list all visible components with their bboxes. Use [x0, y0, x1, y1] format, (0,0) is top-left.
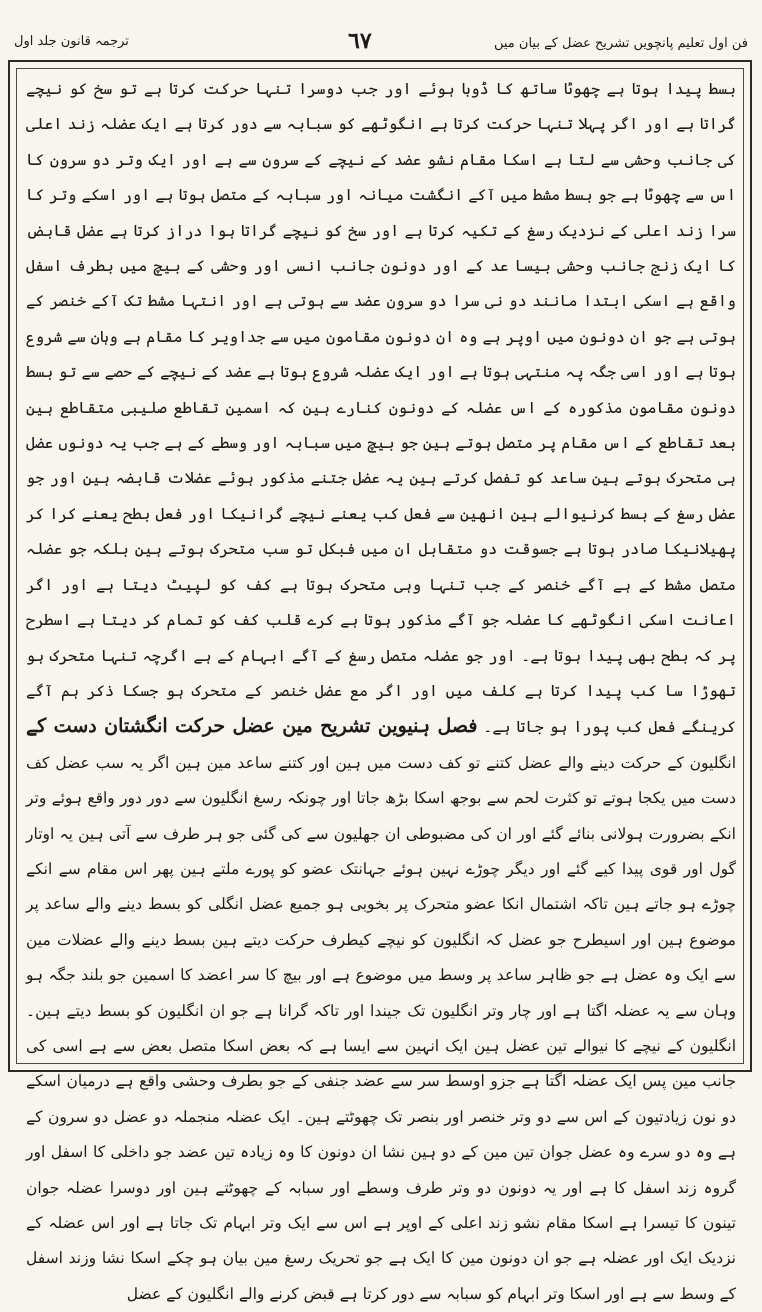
header-section-title: فن اول تعلیم پانچویں تشریح عضل کے بیان میں	[493, 36, 748, 51]
page-header	[0, 0, 762, 58]
paragraph-2-text: انگلیون کے حرکت دینے والے عضل کتنے تو کف دست میں ہین اور کتنے ساعد مین ہین اگر یہ سب عضل کف دست میں یکجا ہوتے تو کثرت لحم سے بوجھ اسکا بڑھ جاتا اور چونکہ رسغ انگلیون سے دور دور واقع ہوئے وتر انکے بضرورت ہولانی بنائے گئے اور ان کی مضبوطی ان جھلیون سے کی گئی جو ہر طرف سے آتی ہین یہ اوتار گول اور قوی پیدا کیے گئے اور دیگر چوڑے نہین ہوئے جہانتک عضو کو پورے ملتے ہین پھر اس مقام سے انکے چوڑے ہو جاتے ہین تاکہ اشتمال انکا عضو متحرک پر بخوبی ہو جمیع عضل انگلی کو بسط دینے والے ساعد پر موضوع ہین اور اسیطرح جو عضل کہ انگلیون کو نیچے کیطرف حرکت دیتے ہین بسط دینے والے عضلات مین سے ایک وہ عضل ہے جو ظاہر ساعد پر وسط میں موضوع ہے اور بیچ کا سر اعضد کا اسمین جو بلند جگہ ہو وہان سے یہ عضلہ اگتا ہے اور چار وتر انگلیون تک جیندا اور تاکہ گرانا ہے جو ان انگلیون کو بسط دیتے ہین۔ انگلیون کے نیچے کا نیوالے تین عضل ہین ایک انہین سے ایسا ہے کہ بعض اسکا متصل بعض سے ہے اسی کی جانب مین پس ایک عضلہ اگتا ہے جزو اوسط سر سے عضد جنفی کے جو بطرف وحشی واقع ہے درمیان اسکے دو نون زیادتیون کے اس سے دو وتر خنصر اور بنصر تک چھوٹتے ہین۔ ایک عضلہ منجملہ دو عضل دو سرون کے ہے وہ دو سرے وہ عضل جوان تین مین کے دو ہین نشا ان دونون کا وہ زیادہ تین عضد جو داخلی کا اسفل اور گروہ زند اسفل کا ہے اور یہ دونون دو وتر طرف وسطے اور سبابہ کے چھوٹتے ہین اور دوسرا عضلہ جوان تینون کا تیسرا ہے اسکا مقام نشو زند اعلی کے اوپر ہے اس سے ایک وتر ابہام تک جاتا ہے اور اس عضلہ کے نزدیک ایک اور عضلہ ہے جو ان دونون مین کا ایک ہے جو تحریک رسغ مین بیان ہو چکے اسکا نشا وزند اسفل کے وسط سے ہے اور اسکا وتر ابہام کو سبابہ سے دور کرتا ہے قبض کرنے والے انگلیون کے عضل	[26, 753, 737, 1303]
body-paragraph	[26, 72, 736, 1312]
page-body	[26, 72, 737, 1303]
page-number: ٦٧	[348, 28, 372, 54]
section-heading: فصل ہنیوین تشریح مین عضل حرکت انگشتان دست کے	[26, 715, 478, 738]
paragraph-1-text: بسط پیدا ہوتا ہے چھوٹا ساتھ کا ڈوبا ہوئے اور جب دوسرا تنہا حرکت کرتا ہے تو سخ کو نیچے گراتا ہے اور اگر پہلا تنہا حرکت کرتا ہے انگوٹھے کو سبابہ سے دور کرتا ہے ایک عضلہ زند اعلی کی جانب وحشی سے لتا ہے اسکا مقام نشو عضد کے نیچے کے سرون سے ہے اور ایک وتر دو سرون کا اس سے چھوٹا ہے جو بسط مشط میں آکے انگشت میانہ اور سبابہ کے متصل ہوتا ہے اور اسکے وتر کا سرا زند اعلی کے نزدیک رسغ کے تکیہ کرتا ہے اور سخ کو نیچے گراتا ہوا دراز کرتا ہے عضل قابض کا ایک زنج جانب وحشی بیسا عد کے اور دونون جانب انسی اور وحشی کے بیچ میں بطرف اسفل واقع ہے اسکی ابتدا مانند دو نی سرا دو سرون عضد سے ہوتی ہے اور انتہا مشط تک آکے خنصر کے ہوتی ہے جو ان دونون میں اوپر ہے وہ ان دونون مقامون میں سے جداویر کا مقام ہے وہان سے شروع ہوتا ہے اور اسی جگہ پہ منتہی ہوتا ہے اور ایک عضلہ شروع ہوتا ہے عضد کے نیچے کے حصے سے تو بسط دونون مقامون مذکورہ کے اس عضلہ کے دونون کنارے ہین کہ اسمین تقاطع صلیبی متقاطع ہین بعد تقاطع کے اس مقام پر متصل ہوتے ہین جو بیچ میں سبابہ اور وسطے کے ہے جب یہ دونوں عضل ہی متحرک ہوتے ہین ساعد کو تفصل کرتے ہین یہ عضل جتنے مذکور ہوئے عضلات قابضہ ہین اور جو عضل رسغ کے بسط کرنیوالے ہین انھین سے فعل کب یعنے نیچے گرانیکا اور فعل بطح یعنے کرا کر پھیلانیکا صادر ہوتا ہے جسوقت دو متقابل ان میں فبکل تو سب متحرک ہوتے ہین بلکہ جو عضلہ متصل مشط کے ہے آگے خنصر کے جب تنہا وہی متحرک ہوتا ہے کف کو لپیٹ دیتا ہے اور اگر اعانت اسکی انگوٹھے کا عضلہ جو آگے مذکور ہوتا ہے کرے قلب کف کو تمام کر دیتا ہے اسطرح پر کہ بطح بھی پیدا ہوتا ہے۔ اور جو عضلہ متصل رسغ کے آگے ابہام کے ہے اگرچہ تنہا متحرک ہو تھوڑا سا کب پیدا کرتا ہے کلف میں اور اگر مع عضل خنصر کے متحرک ہو جسکا ذکر ہم آگے کرینگے فعل کب پورا ہو جاتا ہے۔	[26, 80, 737, 737]
header-book-title: ترجمہ قانون جلد اول	[14, 34, 129, 49]
